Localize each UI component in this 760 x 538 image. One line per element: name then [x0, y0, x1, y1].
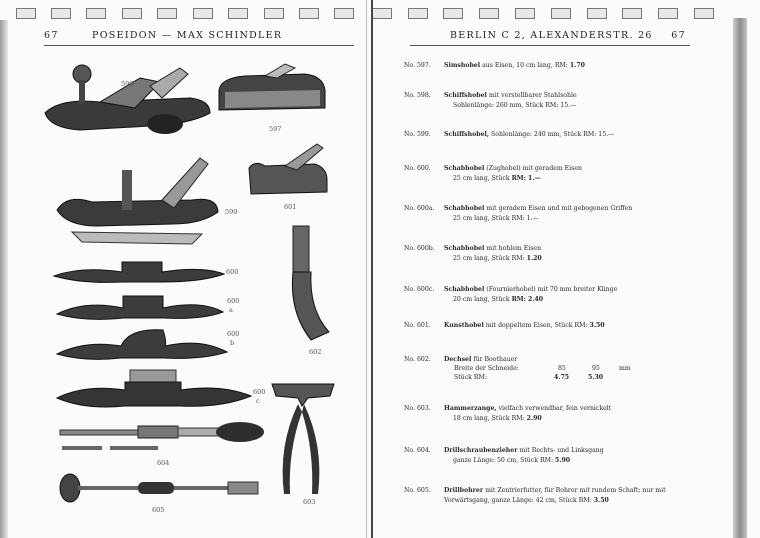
- figure-label-604: 604: [157, 459, 170, 467]
- left-page-header: [44, 27, 354, 46]
- figure-label-600: 600: [226, 268, 239, 276]
- entry-600c: No. 600c. Schabhobel (Fournierhobel) mit 70 mm breiter Klinge 20 cm lang, Stück RM: 2.40: [404, 286, 618, 303]
- entry-604: No. 604. Drillschraubenzieher mit Rechts- und Linksgang ganze Länge: 50 cm, Stück RM: 5.90: [404, 447, 604, 464]
- table-602-price-85: 4.75: [554, 374, 570, 381]
- table-602-price-label: Stück RM:: [454, 374, 487, 381]
- right-page-title: BERLIN C 2, ALEXANDERSTR. 26: [450, 30, 653, 41]
- entry-599: No. 599. Schiffshobel, Sohlenlänge: 240 mm, Stück RM: 15.—: [404, 131, 615, 138]
- page-fold-shadow: [366, 0, 367, 538]
- entry-605: No. 605. Drillbohrer mit Zentrierfutter, für Bohrer mit rundem Schaft; nur mit Vorwärtsgang, ganze Länge: 42 cm, Stück RM: 3.50: [404, 487, 666, 504]
- figure-label-602: 602: [309, 348, 322, 356]
- spokeshave-600b-illustration: [55, 326, 230, 366]
- figure-label-601: 601: [284, 203, 297, 211]
- entry-600b: No. 600b. Schabhobel mit hohlem Eisen 25 cm lang, Stück RM: 1.20: [404, 245, 542, 262]
- table-602-width-label: Breite der Schneide:: [454, 365, 519, 372]
- entry-600a: No. 600a. Schabhobel mit geradem Eisen und mit gebogenen Griffen 25 cm lang, Stück RM: 1.—: [404, 205, 633, 222]
- figure-label-600a-number: 600: [227, 297, 240, 305]
- plane-599-illustration: [52, 152, 222, 250]
- table-602-width-85: 85: [558, 365, 566, 372]
- table-602-price-95: 5.30: [588, 374, 604, 381]
- figure-label-598: 598: [121, 80, 134, 88]
- adze-602-illustration: [285, 222, 335, 346]
- plane-601-illustration: [245, 140, 330, 200]
- spokeshave-600-illustration: [52, 254, 227, 288]
- left-page-title: POSEIDON — MAX SCHINDLER: [92, 30, 283, 41]
- figure-label-597: 597: [269, 125, 282, 133]
- entry-601: No. 601. Kunsthobel mit doppeltem Eisen, Stück RM: 3.50: [404, 322, 605, 329]
- screwdriver-604-illustration: [58, 420, 268, 456]
- figure-label-603: 603: [303, 498, 316, 506]
- entry-597: No. 597. Simshobel aus Eisen, 10 cm lang, RM: 1.70: [404, 62, 585, 69]
- table-602-unit: mm: [619, 365, 631, 372]
- hammer-pliers-603-illustration: [268, 376, 338, 500]
- figure-label-600c-number: 600: [253, 388, 266, 396]
- page-edge-right: [733, 18, 747, 538]
- spokeshave-600a-illustration: [55, 290, 225, 326]
- page-fold: [371, 0, 373, 538]
- entry-598: No. 598. Schiffshobel mit verstellbarer Stahlsohle Sohlenlänge: 260 mm, Stück RM: 15.—: [404, 92, 577, 109]
- table-602-width-95: 95: [592, 365, 600, 372]
- right-page-number: 67: [671, 30, 686, 41]
- figure-label-600b-number: 600: [227, 330, 240, 338]
- plane-597-illustration: [215, 60, 330, 126]
- drill-605-illustration: [58, 470, 268, 508]
- left-page-number: 67: [44, 30, 59, 41]
- right-page-header: [410, 27, 690, 46]
- figure-label-599: 599: [225, 208, 238, 216]
- entry-600: No. 600. Schabhobel (Zughobel) mit geradem Eisen 25 cm lang, Stück RM: 1.—: [404, 165, 582, 182]
- figure-label-600b-suffix: b: [230, 339, 235, 347]
- plane-598-illustration: [40, 58, 215, 148]
- spokeshave-600c-illustration: [55, 368, 255, 414]
- figure-label-600c-suffix: c: [256, 397, 260, 405]
- figure-label-600a-suffix: a: [229, 306, 233, 314]
- entry-602: No. 602. Dechsel für Boothauer: [404, 356, 518, 363]
- entry-603: No. 603. Hammerzange, vielfach verwendbar, fein vernickelt 18 cm lang, Stück RM: 2.90: [404, 405, 612, 422]
- figure-label-605: 605: [152, 506, 165, 514]
- page-edge-left: [0, 20, 8, 538]
